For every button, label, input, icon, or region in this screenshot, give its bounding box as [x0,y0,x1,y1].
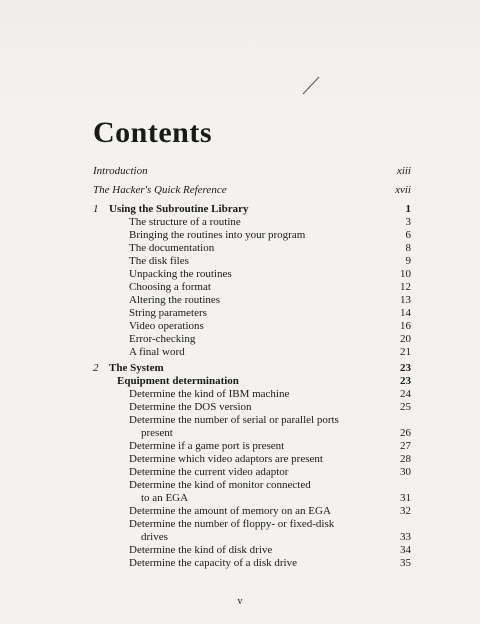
entry-page: 3 [405,216,411,228]
section-heading[interactable] [93,375,411,388]
entry-page: 20 [400,333,411,345]
toc-entry[interactable] [93,320,411,333]
chapter-page: 23 [400,362,411,374]
toc-entry[interactable] [93,229,411,242]
entry-label: Determine the capacity of a disk drive [129,557,297,569]
chapter-title: The System [109,362,164,374]
toc-entry[interactable] [93,242,411,255]
entry-page: xvii [395,184,411,196]
toc-entry[interactable] [93,544,411,557]
entry-label: Determine the amount of memory on an EGA [129,505,331,517]
entry-page: 12 [400,281,411,293]
entry-label: Video operations [129,320,204,332]
section-label: Equipment determination [117,375,239,387]
pen-mark [300,74,322,96]
entry-label: Bringing the routines into your program [129,229,306,241]
toc-entry[interactable] [93,518,411,531]
entry-page: 33 [400,531,411,543]
entry-label: Determine the kind of monitor connected [129,479,311,491]
chapter-number: 2 [93,362,99,374]
page-number: v [237,596,243,607]
entry-label: The Hacker's Quick Reference [93,184,227,196]
entry-label: The structure of a routine [129,216,241,228]
entry-label: present [141,427,173,439]
toc-entry[interactable] [93,414,411,427]
entry-label: Determine the kind of IBM machine [129,388,290,400]
entry-page: xiii [396,165,411,177]
toc-entry[interactable] [93,307,411,320]
toc-entry[interactable] [93,466,411,479]
toc-entry[interactable] [93,216,411,229]
toc-entry[interactable] [93,268,411,281]
entry-label: A final word [129,346,185,358]
chapter-heading-label [93,203,248,216]
toc-entry[interactable] [93,281,411,294]
toc-entry-quick-reference[interactable] [93,184,411,197]
toc-entry[interactable] [93,479,411,492]
entry-page: 13 [400,294,411,306]
toc-entry[interactable] [93,440,411,453]
entry-label: Choosing a format [129,281,211,293]
entry-label: Altering the routines [129,294,221,306]
entry-page: 34 [400,544,411,556]
toc-entry[interactable] [93,346,411,359]
chapter-title: Using the Subroutine Library [109,203,249,215]
entry-page: 8 [405,242,411,254]
entry-label: Determine the DOS version [129,401,252,413]
entry-page: 10 [400,268,411,280]
chapter-heading-1[interactable] [93,203,411,216]
entry-label: The disk files [129,255,189,267]
entry-label: Unpacking the routines [129,268,232,280]
toc-entry[interactable] [93,427,411,440]
chapter-page: 1 [405,203,411,215]
entry-page: 14 [400,307,411,319]
entry-page: 9 [405,255,411,267]
toc-entry-introduction[interactable] [93,165,411,178]
entry-label: Introduction [93,165,148,177]
toc-entry[interactable] [93,333,411,346]
entry-page: 6 [405,229,411,241]
entry-page: 26 [400,427,411,439]
entry-page: 21 [400,346,411,358]
toc-entry[interactable] [93,453,411,466]
entry-label: Determine the number of serial or parallel ports [129,414,339,426]
entry-label: Determine the current video adaptor [129,466,289,478]
toc-entry[interactable] [93,388,411,401]
entry-label: Determine the kind of disk drive [129,544,273,556]
show-through-bleed [0,0,480,110]
entry-page: 35 [400,557,411,569]
entry-page: 27 [400,440,411,452]
section-page: 23 [400,375,411,387]
entry-label: Determine if a game port is present [129,440,285,452]
entry-page: 25 [400,401,411,413]
page-title: Contents [93,116,213,149]
entry-page: 31 [400,492,411,504]
toc-entry[interactable] [93,401,411,414]
entry-page: 30 [400,466,411,478]
entry-label: drives [141,531,168,543]
toc-entry[interactable] [93,557,411,570]
chapter-heading-2[interactable] [93,362,411,375]
chapter-heading-label [93,362,164,375]
toc-entry[interactable] [93,492,411,505]
entry-page: 32 [400,505,411,517]
toc-entry[interactable] [93,255,411,268]
entry-label: Determine the number of floppy- or fixed-disk [129,518,335,530]
entry-label: The documentation [129,242,215,254]
toc-entry[interactable] [93,505,411,518]
entry-page: 28 [400,453,411,465]
toc-entry[interactable] [93,294,411,307]
toc-entry[interactable] [93,531,411,544]
entry-page: 24 [400,388,411,400]
entry-label: Determine which video adaptors are present [129,453,323,465]
chapter-number: 1 [93,203,99,215]
entry-label: to an EGA [141,492,189,504]
entry-label: String parameters [129,307,207,319]
entry-page: 16 [400,320,411,332]
entry-label: Error-checking [129,333,196,345]
